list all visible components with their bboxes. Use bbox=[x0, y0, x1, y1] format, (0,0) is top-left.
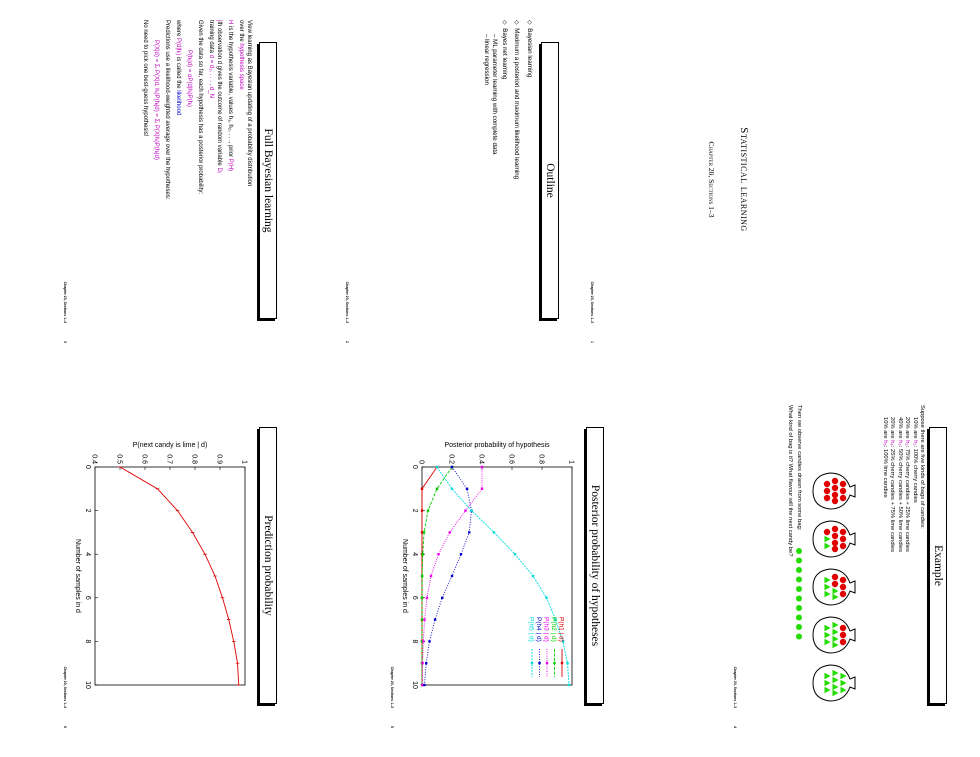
cherry-candy bbox=[832, 526, 838, 532]
outline-subitem: – linear regression bbox=[482, 34, 490, 85]
data-point bbox=[421, 597, 423, 599]
data-point bbox=[532, 575, 534, 577]
posterior-chart bbox=[392, 417, 582, 717]
observed-lime-candy bbox=[796, 596, 802, 602]
slide-footer: Chapter 20, Sections 1–31 bbox=[590, 281, 594, 343]
data-point bbox=[566, 662, 568, 664]
cherry-candy bbox=[840, 632, 846, 638]
y-tick-label: 0.8 bbox=[537, 454, 545, 464]
x-tick-label: 6 bbox=[411, 595, 418, 600]
data-point bbox=[422, 640, 424, 642]
slide-heading: Prediction probability bbox=[259, 427, 277, 704]
data-point bbox=[464, 509, 466, 511]
candy-bag bbox=[813, 665, 855, 701]
legend-marker bbox=[561, 662, 563, 664]
slide-6 bbox=[60, 405, 285, 740]
candy-bag bbox=[813, 569, 855, 605]
x-tick-label: 8 bbox=[411, 639, 418, 644]
cherry-candy bbox=[840, 529, 846, 535]
data-point bbox=[421, 575, 423, 577]
bag-line: 40% are h₃: 50% cherry candies + 50% lime candies bbox=[896, 417, 903, 552]
y-tick-label: 0.4 bbox=[477, 454, 485, 464]
cherry-candy bbox=[832, 485, 838, 491]
data-point bbox=[425, 662, 427, 664]
x-axis-label: Number of samples in d bbox=[401, 539, 408, 613]
y-tick-label: 0 bbox=[417, 460, 425, 464]
y-tick-label: 1 bbox=[240, 460, 248, 464]
data-point bbox=[451, 575, 453, 577]
data-point bbox=[421, 618, 423, 620]
cherry-candy bbox=[824, 481, 830, 487]
observed-lime-candy bbox=[796, 558, 802, 564]
data-point bbox=[426, 597, 428, 599]
data-point bbox=[421, 684, 423, 686]
data-point bbox=[493, 531, 495, 533]
cherry-candy bbox=[832, 498, 838, 504]
data-point bbox=[428, 640, 430, 642]
legend-marker bbox=[553, 662, 555, 664]
data-point bbox=[423, 618, 425, 620]
slide-footer: Chapter 20, Sections 1–36 bbox=[63, 666, 67, 728]
x-tick-label: 0 bbox=[84, 465, 91, 469]
observed-lime-candy bbox=[796, 634, 802, 640]
x-tick-label: 4 bbox=[411, 552, 418, 557]
x-tick-label: 4 bbox=[84, 552, 91, 557]
y-axis-label: Posterior probability of hypothesis bbox=[444, 442, 550, 449]
x-tick-label: 10 bbox=[411, 681, 418, 689]
bag-outline bbox=[813, 665, 855, 701]
x-tick-label: 10 bbox=[84, 681, 91, 689]
cherry-candy bbox=[840, 543, 846, 549]
slide-footer: Chapter 20, Sections 1–32 bbox=[345, 281, 349, 343]
y-tick-label: 0.6 bbox=[507, 454, 515, 464]
data-point bbox=[421, 488, 423, 490]
data-point bbox=[437, 553, 439, 555]
slide-body: View learning as Bayesian updating of a probability distribution over the hypothesis space H is the hypothesis variable, values h₁, h₂, . . ., prior P(H) jth observation d gives the outcome of random variable Dⱼ training data d = d₁, . . . , d_N Given the data so far, each hypothesis has a posterior probability: P(hᵢ|d) = αP(d|hᵢ)P(hᵢ) where P(d|hᵢ) is called the likelihood Predictions use a likelihood-weighted average over the hypotheses: P(X|d) = Σᵢ P(X|d, hᵢ)P(hᵢ|d) = Σᵢ P(X|hᵢ)P(hᵢ|d) No need to pick one best-guess hypothesis! bbox=[142, 20, 252, 200]
legend-marker bbox=[546, 662, 548, 664]
data-point bbox=[421, 509, 423, 511]
data-point bbox=[468, 531, 470, 533]
data-point bbox=[460, 553, 462, 555]
x-tick-label: 2 bbox=[411, 508, 418, 513]
slide-footer: Chapter 20, Sections 1–34 bbox=[733, 666, 737, 728]
slide-body: Suppose there are five kinds of bags of candies: 10% are h₁: 100% cherry candies 20% are h₂: 75% cherry candies + 25% lime candies 40% are h₃: 50% cherry candies + 50% lime candies 20% are h₄: 25% cherry candies + 75% lime candies 10% are h₅: 100% lime candies bbox=[881, 405, 925, 725]
observed-lime-candy bbox=[796, 577, 802, 583]
data-point bbox=[423, 531, 425, 533]
legend-label: P(h2 | d) bbox=[550, 617, 558, 642]
slide-heading: Posterior probability of hypotheses bbox=[586, 427, 604, 704]
cherry-candy bbox=[840, 577, 846, 583]
legend-label: P(h3 | d) bbox=[542, 617, 550, 642]
data-point bbox=[422, 553, 424, 555]
data-point bbox=[514, 553, 516, 555]
cherry-candy bbox=[840, 584, 846, 590]
slide-heading: Full Bayesian learning bbox=[259, 42, 277, 319]
cherry-candy bbox=[832, 478, 838, 484]
cherry-candy bbox=[824, 495, 830, 501]
slide-3 bbox=[60, 12, 285, 347]
data-point bbox=[481, 466, 483, 468]
cherry-candy bbox=[832, 492, 838, 498]
data-point bbox=[434, 618, 436, 620]
legend-label: P(h5 | d) bbox=[527, 617, 535, 642]
slide-2 bbox=[342, 12, 567, 347]
legend-marker bbox=[531, 662, 533, 664]
outline-list bbox=[481, 20, 533, 340]
y-tick-label: 0.6 bbox=[140, 454, 148, 464]
data-point bbox=[430, 575, 432, 577]
slide-title-text: Statistical learning bbox=[738, 127, 750, 232]
observed-lime-candy bbox=[796, 624, 802, 630]
series-line bbox=[422, 467, 452, 685]
cherry-candy bbox=[832, 581, 838, 587]
bag-line: 20% are h₄: 25% cherry candies + 75% lime candies bbox=[889, 417, 896, 552]
y-tick-label: 0.5 bbox=[115, 454, 123, 464]
y-tick-label: 0.4 bbox=[90, 454, 98, 464]
data-point bbox=[568, 684, 570, 686]
bag-line: 20% are h₂: 75% cherry candies + 25% lime candies bbox=[904, 417, 911, 552]
candy-bag bbox=[813, 617, 855, 653]
cherry-candy bbox=[840, 481, 846, 487]
data-point bbox=[451, 488, 453, 490]
x-tick-label: 6 bbox=[84, 595, 91, 600]
slide-heading: Example bbox=[929, 427, 947, 704]
data-point bbox=[427, 509, 429, 511]
candy-bag bbox=[813, 473, 855, 509]
candy-bag bbox=[813, 521, 855, 557]
cherry-candy bbox=[824, 529, 830, 535]
series-line bbox=[422, 467, 437, 685]
cherry-candy bbox=[840, 495, 846, 501]
x-axis-label: Number of samples in d bbox=[74, 539, 81, 613]
data-point bbox=[466, 488, 468, 490]
bag-outline bbox=[813, 617, 855, 653]
x-tick-label: 0 bbox=[411, 465, 418, 469]
observed-lime-candy bbox=[796, 567, 802, 573]
data-point bbox=[481, 488, 483, 490]
cherry-candy bbox=[840, 488, 846, 494]
cherry-candy bbox=[824, 488, 830, 494]
y-axis-label: P(next candy is lime | d) bbox=[132, 442, 208, 449]
slide-heading: Outline bbox=[541, 42, 559, 319]
cherry-candy bbox=[840, 536, 846, 542]
observed-lime-candy bbox=[796, 548, 802, 554]
outline-item: ◇ Maximum a posteriori and maximum likelihood learning bbox=[513, 20, 521, 180]
bag-line: 10% are h₅: 100% lime candies bbox=[881, 417, 888, 498]
legend-label: P(h4 | d) bbox=[535, 617, 543, 642]
slide-body-lower: Then we observe candies drawn from some bag: What kind of bag is it? What flavour will the next candy be? bbox=[785, 405, 803, 725]
slide-1 bbox=[587, 12, 812, 347]
cherry-candy bbox=[840, 625, 846, 631]
data-point bbox=[421, 531, 423, 533]
data-point bbox=[436, 466, 438, 468]
data-point bbox=[470, 509, 472, 511]
data-point bbox=[545, 597, 547, 599]
slide-subtitle: Chapter 20, Sections 1–3 bbox=[707, 141, 716, 218]
observed-lime-candy bbox=[796, 605, 802, 611]
cherry-candy bbox=[832, 574, 838, 580]
data-point bbox=[441, 597, 443, 599]
x-tick-label: 8 bbox=[84, 639, 91, 644]
data-point bbox=[421, 662, 423, 664]
series-line bbox=[120, 467, 239, 685]
slide-4 bbox=[730, 405, 955, 740]
data-point bbox=[436, 488, 438, 490]
plot-frame bbox=[422, 467, 572, 685]
prediction-chart bbox=[65, 417, 255, 717]
series-line bbox=[437, 467, 569, 685]
legend-label: P(h1 | d) bbox=[557, 617, 565, 642]
outline-item: ◇ Bayes net learning bbox=[500, 20, 508, 80]
y-tick-label: 1 bbox=[567, 460, 575, 464]
observed-lime-candy bbox=[796, 586, 802, 592]
y-tick-label: 0.8 bbox=[190, 454, 198, 464]
observed-candies bbox=[795, 547, 803, 657]
slide-footer: Chapter 20, Sections 1–33 bbox=[63, 281, 67, 343]
cherry-candy bbox=[832, 540, 838, 546]
observed-lime-candy bbox=[796, 615, 802, 621]
slide-footer: Chapter 20, Sections 1–35 bbox=[390, 666, 394, 728]
y-tick-label: 0.2 bbox=[447, 454, 455, 464]
outline-subitem: – ML parameter learning with complete data bbox=[491, 34, 499, 155]
cherry-candy bbox=[832, 546, 838, 552]
data-point bbox=[423, 684, 425, 686]
data-point bbox=[451, 466, 453, 468]
outline-item: ◇ Bayesian learning bbox=[526, 20, 533, 78]
cherry-candy bbox=[840, 591, 846, 597]
y-tick-label: 0.7 bbox=[165, 454, 173, 464]
bag-line: 10% are h₁: 100% cherry candies bbox=[911, 417, 918, 503]
cherry-candy bbox=[840, 639, 846, 645]
candy-bags-illustration bbox=[809, 467, 863, 707]
data-point bbox=[449, 531, 451, 533]
cherry-candy bbox=[832, 533, 838, 539]
legend-marker bbox=[538, 662, 540, 664]
slide-5 bbox=[387, 405, 612, 740]
y-tick-label: 0.9 bbox=[215, 454, 223, 464]
x-tick-label: 2 bbox=[84, 508, 91, 513]
plot-frame bbox=[95, 467, 245, 685]
